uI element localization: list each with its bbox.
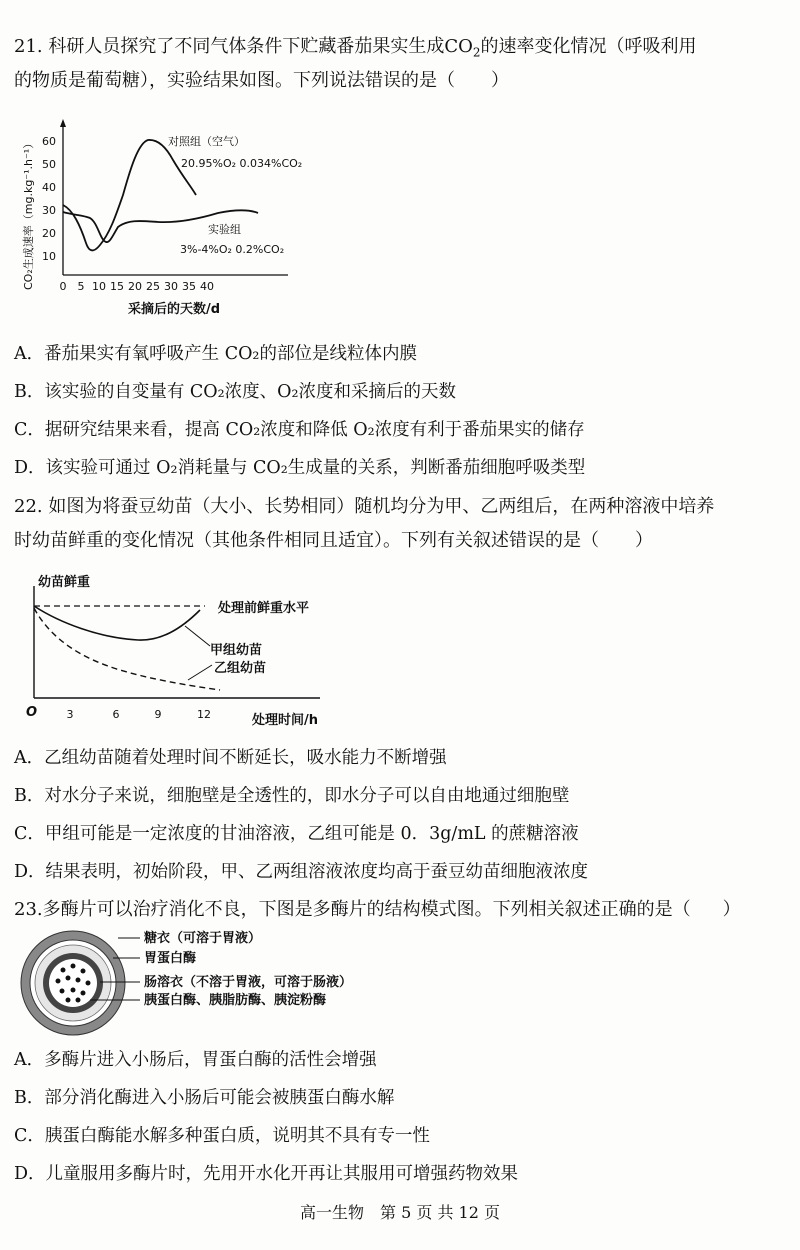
- question-number: 22.: [14, 496, 43, 517]
- xtick-label: 35: [182, 280, 196, 293]
- xtick-label: 3: [66, 708, 74, 721]
- origin-label: O: [26, 705, 38, 720]
- page-footer: 高一生物 第 5 页 共 12 页: [300, 1203, 500, 1222]
- option-21-d: D．该实验可通过 O₂消耗量与 CO₂生成量的关系，判断番茄细胞呼吸类型: [14, 458, 586, 478]
- ytick-label: 20: [42, 227, 56, 240]
- option-23-b: B．部分消化酶进入小肠后可能会被胰蛋白酶水解: [14, 1088, 395, 1108]
- xtick-label: 30: [164, 280, 178, 293]
- question-number: 23.: [14, 899, 43, 920]
- stem-text: 多酶片可以治疗消化不良，下图是多酶片的结构模式图。下列相关叙述正确的是（: [42, 899, 691, 920]
- ytick-label: 40: [42, 181, 56, 194]
- jia-curve: [34, 606, 200, 640]
- option-22-d: D．结果表明，初始阶段，甲、乙两组溶液浓度均高于蚕豆幼苗细胞液浓度: [14, 862, 589, 882]
- option-21-c: C．据研究结果来看，提高 CO₂浓度和降低 O₂浓度有利于番茄果实的储存: [14, 420, 585, 440]
- baseline-label: 处理前鲜重水平: [218, 601, 310, 616]
- stem-text: 的物质是葡萄糖），实验结果如图。下列说法错误的是（: [14, 70, 455, 91]
- xtick-label: 9: [154, 708, 162, 721]
- stem-text: ）: [635, 530, 653, 551]
- q22-chart: [20, 568, 360, 738]
- question-number: 21.: [14, 36, 43, 57]
- q21-xticks: [60, 280, 215, 293]
- control-curve: [63, 140, 196, 251]
- option-23-d: D．儿童服用多酶片时，先用开水化开再让其服用可增强药物效果: [14, 1164, 519, 1184]
- option-22-b: B．对水分子来说，细胞壁是全透性的，即水分子可以自由地通过细胞壁: [14, 786, 570, 806]
- q21-yticks: [42, 135, 56, 263]
- sugar-coat-label: 糖衣（可溶于胃液）: [144, 931, 262, 946]
- xtick-label: 0: [59, 280, 67, 293]
- ytick-label: 60: [42, 135, 56, 148]
- ytick-label: 50: [42, 158, 56, 171]
- q23-diagram: [18, 928, 398, 1038]
- experiment-label: 实验组: [208, 223, 241, 236]
- stem-text: ）: [722, 899, 741, 920]
- question-21-stem: 21. 科研人员探究了不同气体条件下贮藏番茄果实生成$CO_2$的速率变化情况（呼吸利用 的物质是葡萄糖），实验结果如图。下列说法错误的是（ ）: [14, 36, 697, 91]
- stem-text: 时幼苗鲜重的变化情况（其他条件相同且适宜）。下列有关叙述错误的是（: [14, 530, 599, 551]
- option-22-c: C．甲组可能是一定浓度的甘油溶液，乙组可能是 0．3g/mL 的蔗糖溶液: [14, 824, 579, 844]
- stem-text: 的速率变化情况（呼吸利用: [480, 36, 697, 57]
- option-22-a: A．乙组幼苗随着处理时间不断延长，吸水能力不断增强: [14, 748, 447, 768]
- stem-text: 如图为将蚕豆幼苗（大小、长势相同）随机均分为甲、乙两组后，在两种溶液中培养: [48, 496, 715, 517]
- xtick-label: 25: [146, 280, 160, 293]
- pancreatic-enzymes-label: 胰蛋白酶、胰脂肪酶、胰淀粉酶: [144, 993, 327, 1008]
- option-21-a: A．番茄果实有氧呼吸产生 CO₂的部位是线粒体内膜: [14, 344, 417, 364]
- x-axis-label: 处理时间/h: [252, 713, 319, 728]
- x-axis-label: 采摘后的天数/d: [128, 302, 221, 317]
- enteric-coat-label: 肠溶衣（不溶于胃液，可溶于肠液）: [144, 975, 353, 990]
- option-23-a: A．多酶片进入小肠后，胃蛋白酶的活性会增强: [14, 1050, 377, 1070]
- pepsin-label: 胃蛋白酶: [144, 951, 197, 966]
- stem-text: ）: [491, 70, 509, 91]
- experiment-condition: 3%-4%O₂ 0.2%CO₂: [180, 243, 285, 256]
- yi-label: 乙组幼苗: [214, 661, 267, 676]
- xtick-label: 10: [92, 280, 106, 293]
- question-23-stem: [14, 893, 786, 927]
- xtick-label: 20: [128, 280, 142, 293]
- xtick-label: 6: [112, 708, 120, 721]
- control-label: 对照组（空气）: [168, 135, 245, 148]
- y-axis-label: CO₂生成速率（mg.kg⁻¹.h⁻¹）: [22, 137, 35, 290]
- xtick-label: 5: [77, 280, 85, 293]
- control-condition: 20.95%O₂ 0.034%CO₂: [181, 157, 303, 170]
- option-21-b: B．该实验的自变量有 CO₂浓度、O₂浓度和采摘后的天数: [14, 382, 457, 402]
- xtick-label: 12: [197, 708, 211, 721]
- y-axis-label: 幼苗鲜重: [38, 575, 91, 590]
- xtick-label: 15: [110, 280, 124, 293]
- jia-label: 甲组幼苗: [210, 643, 263, 658]
- ytick-label: 30: [42, 204, 56, 217]
- stem-text: 科研人员探究了不同气体条件下贮藏番茄果实生成: [48, 36, 445, 57]
- option-23-c: C．胰蛋白酶能水解多种蛋白质，说明其不具有专一性: [14, 1126, 430, 1146]
- xtick-label: 40: [200, 280, 214, 293]
- q21-chart: [18, 115, 338, 325]
- question-22-stem: [14, 490, 786, 558]
- ytick-label: 10: [42, 250, 56, 263]
